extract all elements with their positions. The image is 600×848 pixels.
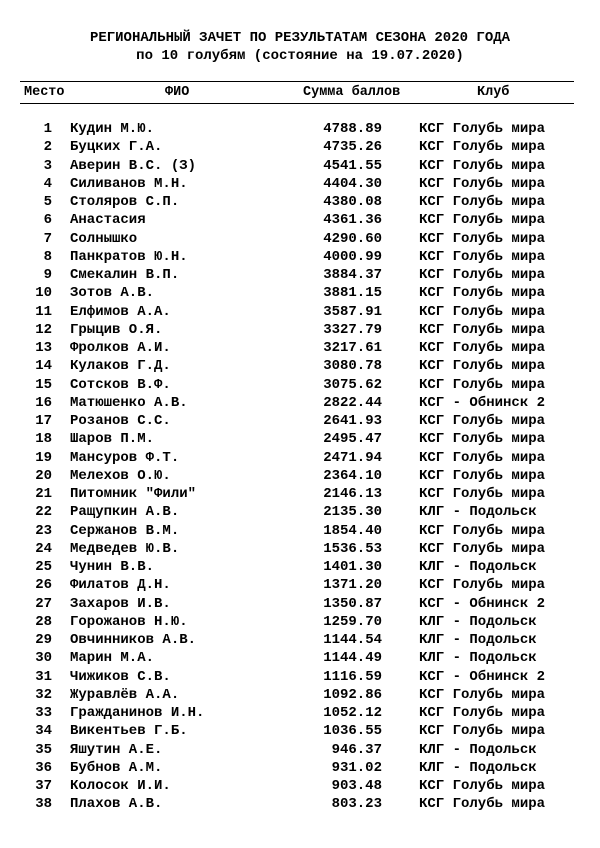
row-score: 1116.59 [323, 668, 382, 685]
table-row [0, 138, 600, 156]
table-row [0, 303, 600, 321]
row-club: КСГ Голубь мира [419, 467, 546, 484]
row-place: 7 [43, 230, 52, 247]
row-name: Питомник "Фили" [70, 486, 197, 502]
row-score: 2822.44 [323, 394, 382, 411]
row-club: КСГ Голубь мира [419, 285, 546, 302]
row-place: 4 [43, 175, 52, 192]
table-row [0, 668, 600, 686]
row-name: Фролков А.И. [70, 340, 171, 356]
row-score: 1371.20 [323, 577, 382, 594]
row-score: 3075.62 [323, 376, 382, 393]
row-score: 1144.54 [323, 632, 382, 648]
row-name: Горожанов Н.Ю. [70, 613, 188, 630]
row-club: КСГ Голубь мира [419, 376, 546, 393]
row-score: 1350.87 [323, 595, 382, 612]
row-name: Чижиков С.В. [70, 668, 171, 685]
row-place: 29 [35, 632, 52, 648]
row-score: 931.02 [331, 759, 382, 776]
table-row [0, 540, 600, 558]
table-row [0, 759, 600, 777]
row-name: Викентьев Г.Б. [70, 723, 188, 740]
row-name: Мелехов О.Ю. [70, 467, 171, 484]
row-place: 31 [35, 668, 52, 685]
row-place: 12 [35, 321, 52, 338]
row-place: 30 [35, 650, 52, 667]
row-place: 1 [43, 121, 52, 137]
row-name: Мансуров Ф.Т. [70, 449, 180, 466]
row-name: Грыцив О.Я. [70, 321, 163, 338]
row-score: 2146.13 [323, 486, 382, 502]
row-score: 3587.91 [323, 303, 382, 320]
row-score: 3327.79 [323, 321, 382, 338]
table-row [0, 284, 600, 302]
row-score: 4290.60 [323, 230, 382, 247]
row-club: КСГ - Обнинск 2 [419, 595, 546, 612]
page-title: РЕГИОНАЛЬНЫЙ ЗАЧЕТ ПО РЕЗУЛЬТАТАМ СЕЗОНА 2020 ГОДА [89, 30, 511, 46]
row-club: КЛГ - Подольск [419, 759, 537, 776]
row-club: КСГ Голубь мира [419, 796, 546, 813]
results-table [0, 120, 600, 814]
row-name: Столяров С.П. [70, 194, 180, 210]
row-place: 18 [35, 431, 52, 448]
table-row [0, 394, 600, 412]
table-header [0, 84, 600, 102]
row-club: КЛГ - Подольск [419, 741, 537, 758]
row-name: Колосок И.И. [70, 778, 171, 794]
row-club: КСГ Голубь мира [419, 321, 546, 338]
row-club: КЛГ - Подольск [419, 504, 537, 521]
row-club: КЛГ - Подольск [419, 559, 537, 575]
table-row [0, 485, 600, 503]
table-row [0, 631, 600, 649]
row-club: КСГ Голубь мира [419, 303, 546, 320]
row-score: 2471.94 [323, 449, 382, 466]
row-club: КЛГ - Подольск [419, 650, 537, 667]
row-name: Сержанов В.М. [70, 522, 180, 539]
row-place: 22 [35, 504, 52, 521]
row-name: Бубнов А.М. [70, 759, 163, 776]
table-row [0, 211, 600, 229]
row-name: Сотсков В.Ф. [70, 376, 171, 393]
row-name: Силиванов М.Н. [70, 175, 188, 192]
row-score: 1052.12 [323, 705, 382, 721]
row-club: КСГ Голубь мира [419, 577, 546, 594]
row-place: 34 [35, 723, 52, 740]
row-score: 1401.30 [323, 559, 382, 575]
header-score: Сумма баллов [303, 85, 401, 100]
row-name: Панкратов Ю.Н. [70, 248, 188, 265]
row-place: 28 [35, 613, 52, 630]
table-row [0, 157, 600, 175]
row-club: КСГ Голубь мира [419, 230, 546, 247]
row-club: КЛГ - Подольск [419, 613, 537, 630]
table-row [0, 503, 600, 521]
row-place: 27 [35, 595, 52, 612]
row-score: 3881.15 [323, 285, 382, 302]
row-club: КСГ Голубь мира [419, 248, 546, 265]
row-club: КСГ Голубь мира [419, 778, 546, 794]
row-place: 37 [35, 778, 52, 794]
row-club: КСГ Голубь мира [419, 157, 546, 174]
header-top-rule [20, 81, 574, 82]
row-score: 4541.55 [323, 157, 382, 174]
row-name: Анастасия [70, 212, 146, 229]
row-club: КСГ Голубь мира [419, 522, 546, 539]
row-club: КСГ Голубь мира [419, 413, 546, 429]
page-subtitle: по 10 голубям (состояние на 19.07.2020) [136, 48, 464, 64]
table-row [0, 613, 600, 631]
row-name: Медведев Ю.В. [70, 540, 180, 557]
row-club: КСГ Голубь мира [419, 686, 546, 703]
row-score: 4361.36 [323, 212, 382, 229]
header-name: ФИО [165, 85, 190, 100]
row-score: 1854.40 [323, 522, 382, 539]
row-club: КСГ Голубь мира [419, 139, 546, 156]
row-name: Аверин В.С. (З) [70, 157, 197, 174]
header-place: Место [24, 85, 65, 100]
row-place: 23 [35, 522, 52, 539]
row-score: 1144.49 [323, 650, 382, 667]
row-place: 13 [35, 340, 52, 356]
row-name: Марин М.А. [70, 650, 155, 667]
table-row [0, 795, 600, 813]
row-name: Ращупкин А.В. [70, 504, 180, 521]
table-row [0, 686, 600, 704]
table-row [0, 376, 600, 394]
row-club: КСГ Голубь мира [419, 449, 546, 466]
row-score: 2641.93 [323, 413, 382, 429]
row-name: Смекалин В.П. [70, 267, 180, 283]
row-name: Кудин М.Ю. [70, 121, 155, 137]
row-club: КСГ Голубь мира [419, 121, 546, 137]
row-club: КСГ - Обнинск 2 [419, 668, 546, 685]
row-score: 946.37 [331, 741, 382, 758]
header-bottom-rule [20, 103, 574, 104]
row-score: 3217.61 [323, 340, 382, 356]
table-row [0, 777, 600, 795]
row-club: КСГ Голубь мира [419, 431, 546, 448]
row-score: 1536.53 [323, 540, 382, 557]
row-club: КСГ Голубь мира [419, 705, 546, 721]
row-score: 4788.89 [323, 121, 382, 137]
table-row [0, 321, 600, 339]
row-club: КЛГ - Подольск [419, 632, 537, 648]
row-club: КСГ Голубь мира [419, 723, 546, 740]
table-row [0, 357, 600, 375]
row-score: 4404.30 [323, 175, 382, 192]
table-row [0, 248, 600, 266]
row-club: КСГ Голубь мира [419, 194, 546, 210]
row-score: 1259.70 [323, 613, 382, 630]
row-club: КСГ Голубь мира [419, 175, 546, 192]
row-name: Гражданинов И.Н. [70, 705, 205, 721]
row-name: Буцких Г.А. [70, 139, 163, 156]
row-place: 6 [43, 212, 52, 229]
table-row [0, 430, 600, 448]
row-club: КСГ Голубь мира [419, 486, 546, 502]
row-place: 35 [35, 741, 52, 758]
row-name: Кулаков Г.Д. [70, 358, 171, 375]
table-row [0, 576, 600, 594]
row-place: 25 [35, 559, 52, 575]
row-score: 1036.55 [323, 723, 382, 740]
table-row [0, 120, 600, 138]
table-row [0, 193, 600, 211]
table-row [0, 412, 600, 430]
row-name: Зотов А.В. [70, 285, 155, 302]
table-row [0, 722, 600, 740]
row-name: Матюшенко А.В. [70, 394, 188, 411]
row-place: 16 [35, 394, 52, 411]
row-club: КСГ Голубь мира [419, 540, 546, 557]
row-place: 20 [35, 467, 52, 484]
row-place: 24 [35, 540, 52, 557]
table-row [0, 467, 600, 485]
row-score: 2364.10 [323, 467, 382, 484]
row-name: Елфимов А.А. [70, 303, 171, 320]
row-club: КСГ Голубь мира [419, 340, 546, 356]
row-name: Яшутин А.Е. [70, 741, 163, 758]
table-row [0, 704, 600, 722]
row-place: 3 [43, 157, 52, 174]
table-row [0, 266, 600, 284]
row-place: 21 [35, 486, 52, 502]
row-score: 4735.26 [323, 139, 382, 156]
row-place: 5 [43, 194, 52, 210]
row-place: 19 [35, 449, 52, 466]
row-score: 3884.37 [323, 267, 382, 283]
row-score: 3080.78 [323, 358, 382, 375]
row-club: КСГ Голубь мира [419, 358, 546, 375]
row-club: КСГ Голубь мира [419, 212, 546, 229]
row-name: Овчинников А.В. [70, 632, 197, 648]
row-place: 9 [43, 267, 52, 283]
row-score: 803.23 [331, 796, 382, 813]
row-name: Плахов А.В. [70, 796, 163, 813]
row-score: 4000.99 [323, 248, 382, 265]
row-score: 2135.30 [323, 504, 382, 521]
row-place: 15 [35, 376, 52, 393]
row-score: 903.48 [331, 778, 382, 794]
row-place: 8 [43, 248, 52, 265]
table-row [0, 595, 600, 613]
table-row [0, 649, 600, 667]
table-row [0, 175, 600, 193]
row-place: 10 [35, 285, 52, 302]
row-place: 14 [35, 358, 52, 375]
table-row [0, 741, 600, 759]
row-place: 17 [35, 413, 52, 429]
row-club: КСГ Голубь мира [419, 267, 546, 283]
table-row [0, 230, 600, 248]
row-place: 26 [35, 577, 52, 594]
table-row [0, 339, 600, 357]
table-row [0, 522, 600, 540]
row-place: 36 [35, 759, 52, 776]
row-name: Чунин В.В. [70, 559, 155, 575]
row-score: 2495.47 [323, 431, 382, 448]
row-place: 11 [35, 303, 52, 320]
row-name: Филатов Д.Н. [70, 577, 171, 594]
row-club: КСГ - Обнинск 2 [419, 394, 546, 411]
row-place: 33 [35, 705, 52, 721]
row-name: Захаров И.В. [70, 595, 171, 612]
row-score: 1092.86 [323, 686, 382, 703]
table-row [0, 558, 600, 576]
row-name: Журавлёв А.А. [70, 686, 180, 703]
row-place: 32 [35, 686, 52, 703]
row-score: 4380.08 [323, 194, 382, 210]
row-place: 2 [43, 139, 52, 156]
row-name: Розанов С.С. [70, 413, 171, 429]
row-name: Солнышко [70, 230, 138, 247]
table-row [0, 449, 600, 467]
row-place: 38 [35, 796, 52, 813]
header-club: Клуб [477, 85, 510, 100]
row-name: Шаров П.М. [70, 431, 155, 448]
